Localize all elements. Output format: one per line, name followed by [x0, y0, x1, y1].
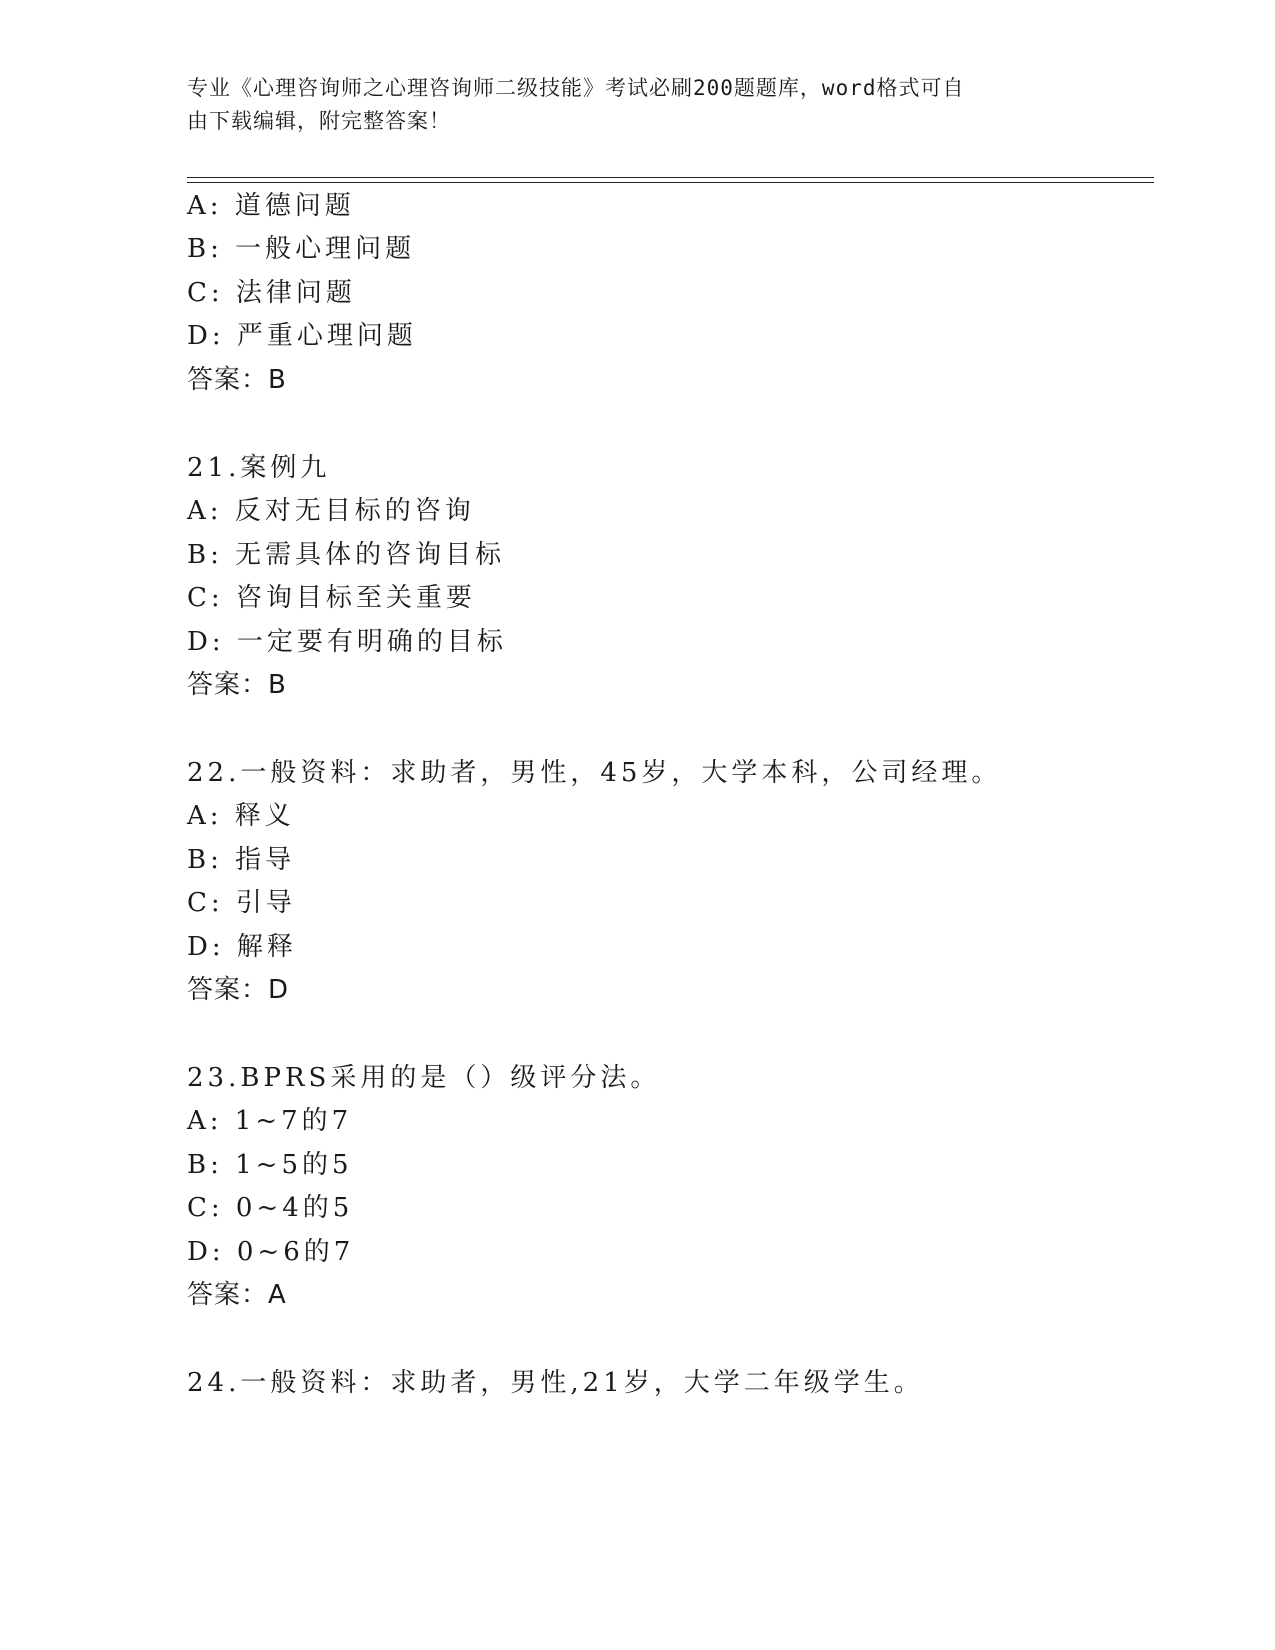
- document-header: [187, 72, 1067, 138]
- q21-option-b: B: 无需具体的咨询目标: [187, 540, 506, 570]
- q23-answer: 答案：A: [187, 1280, 287, 1310]
- header-line-1: 专业《心理咨询师之心理咨询师二级技能》考试必刷200题题库，word格式可自: [187, 76, 965, 100]
- q21-title: 21.案例九: [187, 453, 331, 483]
- q20-option-d: D: 严重心理问题: [187, 321, 417, 351]
- q21-option-a: A: 反对无目标的咨询: [187, 496, 475, 526]
- q24-title: 24.一般资料：求助者，男性,21岁，大学二年级学生。: [187, 1368, 924, 1398]
- q20-option-a: A: 道德问题: [187, 191, 355, 221]
- q23-option-c: C: 0~4的5: [187, 1193, 354, 1223]
- q21-option-d: D: 一定要有明确的目标: [187, 627, 507, 657]
- q21-answer: 答案：B: [187, 670, 287, 700]
- q20-option-c: C: 法律问题: [187, 278, 356, 308]
- q20-answer: 答案：B: [187, 365, 287, 395]
- q22-option-a: A: 释义: [187, 801, 295, 831]
- header-divider-top: [187, 177, 1154, 178]
- q22-option-d: D: 解释: [187, 932, 297, 962]
- q23-title: 23.BPRS采用的是（）级评分法。: [187, 1063, 661, 1093]
- q21-option-c: C: 咨询目标至关重要: [187, 583, 476, 613]
- header-divider-bottom: [187, 182, 1154, 183]
- header-line-2: 由下载编辑，附完整答案！: [187, 109, 451, 133]
- q22-option-c: C: 引导: [187, 888, 296, 918]
- q22-option-b: B: 指导: [187, 845, 296, 875]
- q20-option-b: B: 一般心理问题: [187, 234, 416, 264]
- q23-option-d: D: 0~6的7: [187, 1237, 355, 1267]
- q22-title: 22.一般资料：求助者，男性，45岁，大学本科，公司经理。: [187, 758, 1002, 788]
- q23-option-b: B: 1~5的5: [187, 1150, 353, 1180]
- q22-answer: 答案：D: [187, 975, 290, 1005]
- q23-option-a: A: 1~7的7: [187, 1106, 353, 1136]
